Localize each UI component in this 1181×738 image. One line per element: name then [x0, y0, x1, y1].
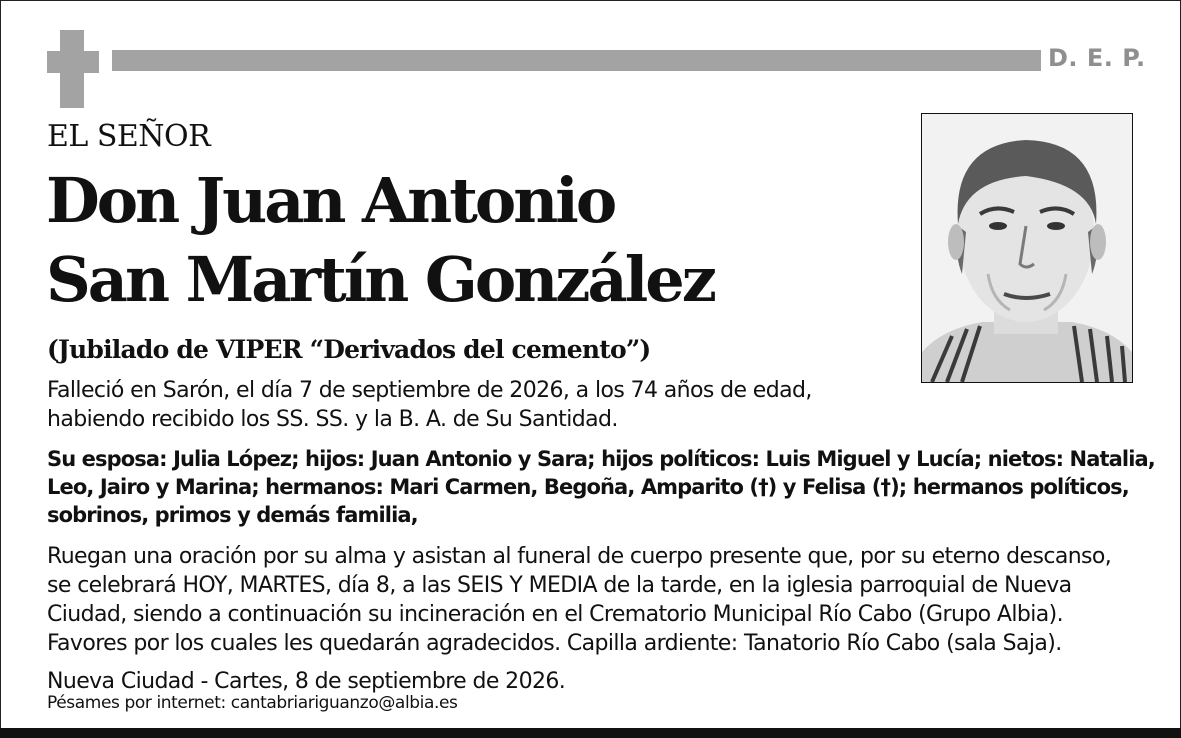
deceased-name-line1: Don Juan Antonio [46, 164, 615, 237]
death-details [47, 376, 812, 434]
family-line: Su esposa: Julia López; hijos: Juan Antonio y Sara; hijos políticos: Luis Miguel y Lucía; nietos: Natalia, [47, 447, 1155, 471]
funeral-line: Favores por los cuales les quedarán agradecidos. Capilla ardiente: Tanatorio Río Cabo (sala Saja). [47, 631, 1062, 656]
family-line: sobrinos, primos y demás familia, [47, 503, 418, 527]
deceased-occupation: (Jubilado de VIPER “Derivados del cemento”) [47, 335, 651, 364]
funeral-details [47, 542, 1111, 658]
notice-prefix: EL SEÑOR [47, 119, 211, 154]
deceased-name-line2: San Martín González [46, 243, 714, 316]
place-date: Nueva Ciudad - Cartes, 8 de septiembre de 2026. [47, 669, 566, 694]
header-rule [112, 50, 1041, 71]
portrait-photo [921, 113, 1133, 383]
funeral-line: Ruegan una oración por su alma y asistan al funeral de cuerpo presente que, por su eterno descanso, [47, 544, 1112, 569]
funeral-line: se celebrará HOY, MARTES, día 8, a las SEIS Y MEDIA de la tarde, en la iglesia parroquial de Nueva [47, 573, 1072, 598]
death-line: habiendo recibido los SS. SS. y la B. A. de Su Santidad. [47, 407, 618, 432]
death-line: Falleció en Sarón, el día 7 de septiembre de 2026, a los 74 años de edad, [47, 378, 812, 403]
dep-label: D. E. P. [1048, 44, 1146, 72]
family-list [47, 445, 1155, 529]
condolences-email: Pésames por internet: cantabriariguanzo@albia.es [47, 693, 458, 713]
portrait-svg [922, 114, 1132, 382]
footer-bar [0, 728, 1181, 738]
funeral-line: Ciudad, siendo a continuación su incineración en el Crematorio Municipal Río Cabo (Grupo Albia). [47, 602, 1064, 627]
family-line: Leo, Jairo y Marina; hermanos: Mari Carmen, Begoña, Amparito (†) y Felisa (†); hermanos políticos, [47, 475, 1129, 499]
